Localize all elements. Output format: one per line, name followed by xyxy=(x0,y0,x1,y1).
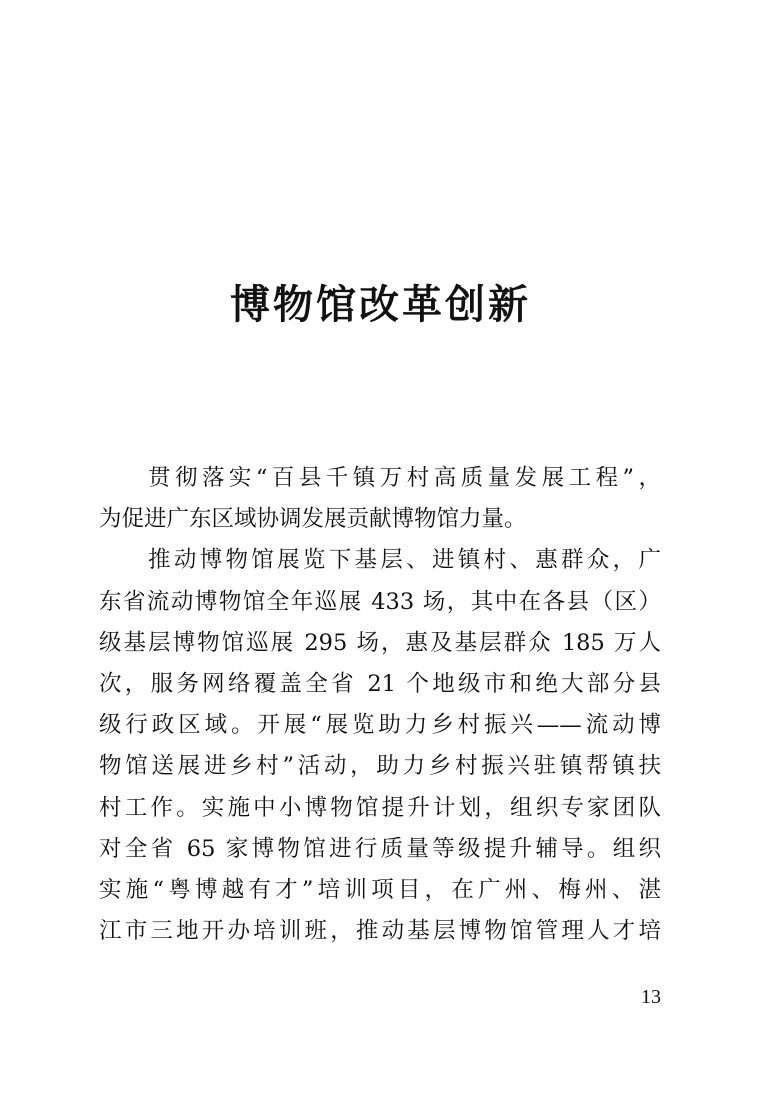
paragraph-line: 级基层博物馆巡展 295 场，惠及基层群众 185 万人 xyxy=(99,629,661,656)
paragraph-line: 实施“粤博越有才”培训项目，在广州、梅州、湛 xyxy=(99,876,661,903)
paragraph-line: 东省流动博物馆全年巡展 433 场，其中在各县（区） xyxy=(99,588,661,615)
page-number: 13 xyxy=(641,986,661,1008)
paragraph-line: 次，服务网络覆盖全省 21 个地级市和绝大部分县 xyxy=(99,670,661,697)
paragraph-line: 推动博物馆展览下基层、进镇村、惠群众，广 xyxy=(148,547,661,574)
paragraph-line: 贯彻落实“百县千镇万村高质量发展工程”， xyxy=(148,465,661,491)
paragraph-1 xyxy=(99,458,661,540)
paragraph-line: 物馆送展进乡村”活动，助力乡村振兴驻镇帮镇扶 xyxy=(99,753,661,780)
paragraph-line: 为促进广东区域协调发展贡献博物馆力量。 xyxy=(99,506,527,533)
paragraph-line: 村工作。实施中小博物馆提升计划，组织专家团队 xyxy=(99,794,661,821)
paragraph-line: 对全省 65 家博物馆进行质量等级提升辅导。组织 xyxy=(99,835,661,862)
paragraph-line: 级行政区域。开展“展览助力乡村振兴——流动博 xyxy=(99,712,661,739)
paragraph-2 xyxy=(99,540,661,952)
body-text xyxy=(99,458,661,952)
page-title: 博物馆改革创新 xyxy=(230,281,531,328)
paragraph-line: 江市三地开办培训班，推动基层博物馆管理人才培 xyxy=(99,918,661,945)
